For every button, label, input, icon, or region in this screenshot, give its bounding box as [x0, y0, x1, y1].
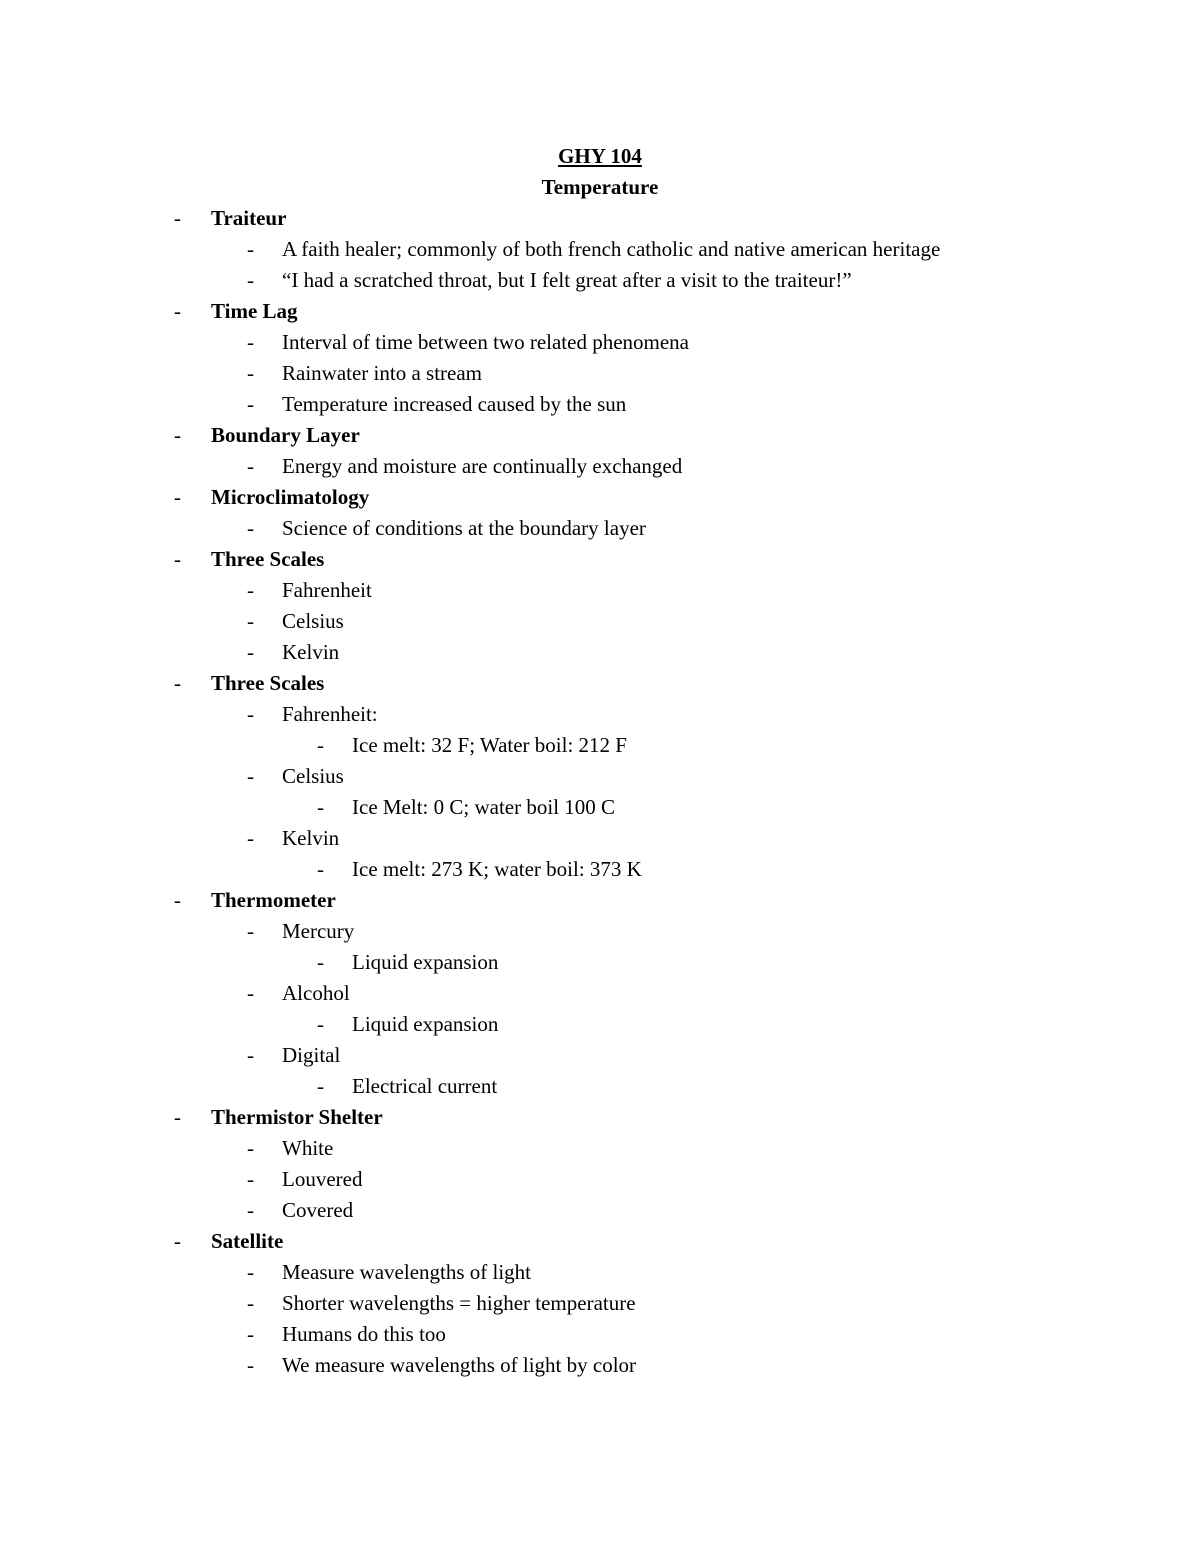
- sub-item: [0, 234, 1200, 265]
- bullet-dash: -: [247, 361, 254, 385]
- sub-sub-item: [0, 1071, 1200, 1102]
- bullet-dash: -: [247, 1167, 254, 1191]
- item-text: Mercury: [282, 919, 355, 943]
- item-text: Energy and moisture are continually exchanged: [282, 454, 683, 478]
- sub-item: [0, 1164, 1200, 1195]
- bullet-dash: -: [247, 764, 254, 788]
- bullet-dash: -: [317, 857, 324, 881]
- bullet-dash: -: [174, 1105, 181, 1129]
- bullet-dash: -: [247, 330, 254, 354]
- topic-item: [0, 482, 1200, 513]
- bullet-dash: -: [247, 237, 254, 261]
- item-text: Thermistor Shelter: [211, 1105, 383, 1129]
- topic-item: [0, 668, 1200, 699]
- sub-item: [0, 761, 1200, 792]
- sub-item: [0, 606, 1200, 637]
- item-text: Interval of time between two related phenomena: [282, 330, 689, 354]
- sub-item: [0, 1319, 1200, 1350]
- bullet-dash: -: [174, 888, 181, 912]
- bullet-dash: -: [174, 299, 181, 323]
- bullet-dash: -: [247, 1043, 254, 1067]
- bullet-dash: -: [317, 733, 324, 757]
- sub-item: [0, 265, 1200, 296]
- topic-item: [0, 1226, 1200, 1257]
- bullet-dash: -: [317, 795, 324, 819]
- sub-item: [0, 916, 1200, 947]
- sub-item: [0, 1288, 1200, 1319]
- item-text: Digital: [282, 1043, 341, 1067]
- notes-list: [0, 203, 1200, 1381]
- sub-item: [0, 513, 1200, 544]
- item-text: Louvered: [282, 1167, 363, 1191]
- sub-sub-item: [0, 1009, 1200, 1040]
- bullet-dash: -: [247, 640, 254, 664]
- item-text: Covered: [282, 1198, 354, 1222]
- sub-item: [0, 699, 1200, 730]
- sub-item: [0, 358, 1200, 389]
- item-text: Three Scales: [211, 547, 325, 571]
- item-text: Three Scales: [211, 671, 325, 695]
- sub-item: [0, 451, 1200, 482]
- item-text: Boundary Layer: [211, 423, 360, 447]
- bullet-dash: -: [317, 950, 324, 974]
- sub-sub-item: [0, 792, 1200, 823]
- sub-item: [0, 1350, 1200, 1381]
- topic-item: [0, 203, 1200, 234]
- item-text: Electrical current: [352, 1074, 498, 1098]
- item-text: Celsius: [282, 764, 344, 788]
- item-text: “I had a scratched throat, but I felt great after a visit to the traiteur!”: [282, 268, 852, 292]
- topic-item: [0, 544, 1200, 575]
- bullet-dash: -: [174, 206, 181, 230]
- item-text: Rainwater into a stream: [282, 361, 483, 385]
- item-text: Traiteur: [211, 206, 287, 230]
- sub-item: [0, 1133, 1200, 1164]
- item-text: Fahrenheit:: [282, 702, 378, 726]
- bullet-dash: -: [247, 1260, 254, 1284]
- sub-item: [0, 1257, 1200, 1288]
- item-text: Ice melt: 273 K; water boil: 373 K: [352, 857, 642, 881]
- topic-item: [0, 885, 1200, 916]
- item-text: Satellite: [211, 1229, 284, 1253]
- sub-item: [0, 637, 1200, 668]
- item-text: Microclimatology: [211, 485, 370, 509]
- bullet-dash: -: [247, 578, 254, 602]
- document-title: GHY 104: [558, 144, 642, 168]
- item-text: We measure wavelengths of light by color: [282, 1353, 637, 1377]
- sub-item: [0, 327, 1200, 358]
- sub-sub-item: [0, 854, 1200, 885]
- item-text: Ice melt: 32 F; Water boil: 212 F: [352, 733, 627, 757]
- bullet-dash: -: [247, 981, 254, 1005]
- item-text: Celsius: [282, 609, 344, 633]
- bullet-dash: -: [247, 1353, 254, 1377]
- item-text: Measure wavelengths of light: [282, 1260, 532, 1284]
- topic-item: [0, 420, 1200, 451]
- item-text: White: [282, 1136, 334, 1160]
- sub-item: [0, 1195, 1200, 1226]
- bullet-dash: -: [247, 268, 254, 292]
- item-text: Alcohol: [282, 981, 350, 1005]
- item-text: Humans do this too: [282, 1322, 446, 1346]
- bullet-dash: -: [174, 547, 181, 571]
- bullet-dash: -: [247, 392, 254, 416]
- bullet-dash: -: [247, 454, 254, 478]
- item-text: Liquid expansion: [352, 950, 499, 974]
- item-text: A faith healer; commonly of both french catholic and native american heritage: [282, 237, 941, 261]
- item-text: Kelvin: [282, 640, 340, 664]
- item-text: Kelvin: [282, 826, 340, 850]
- bullet-dash: -: [247, 1136, 254, 1160]
- bullet-dash: -: [247, 1291, 254, 1315]
- bullet-dash: -: [174, 485, 181, 509]
- sub-item: [0, 823, 1200, 854]
- bullet-dash: -: [174, 671, 181, 695]
- sub-item: [0, 1040, 1200, 1071]
- bullet-dash: -: [317, 1012, 324, 1036]
- sub-item: [0, 389, 1200, 420]
- item-text: Time Lag: [211, 299, 298, 323]
- document-subtitle: Temperature: [541, 175, 659, 199]
- sub-item: [0, 575, 1200, 606]
- item-text: Liquid expansion: [352, 1012, 499, 1036]
- item-text: Thermometer: [211, 888, 336, 912]
- item-text: Ice Melt: 0 C; water boil 100 C: [352, 795, 616, 819]
- item-text: Fahrenheit: [282, 578, 372, 602]
- bullet-dash: -: [247, 702, 254, 726]
- bullet-dash: -: [247, 516, 254, 540]
- topic-item: [0, 1102, 1200, 1133]
- bullet-dash: -: [247, 1322, 254, 1346]
- bullet-dash: -: [247, 826, 254, 850]
- bullet-dash: -: [247, 609, 254, 633]
- sub-sub-item: [0, 730, 1200, 761]
- bullet-dash: -: [174, 423, 181, 447]
- item-text: Shorter wavelengths = higher temperature: [282, 1291, 636, 1315]
- topic-item: [0, 296, 1200, 327]
- sub-item: [0, 978, 1200, 1009]
- bullet-dash: -: [317, 1074, 324, 1098]
- bullet-dash: -: [247, 1198, 254, 1222]
- item-text: Science of conditions at the boundary layer: [282, 516, 646, 540]
- sub-sub-item: [0, 947, 1200, 978]
- item-text: Temperature increased caused by the sun: [282, 392, 627, 416]
- bullet-dash: -: [174, 1229, 181, 1253]
- bullet-dash: -: [247, 919, 254, 943]
